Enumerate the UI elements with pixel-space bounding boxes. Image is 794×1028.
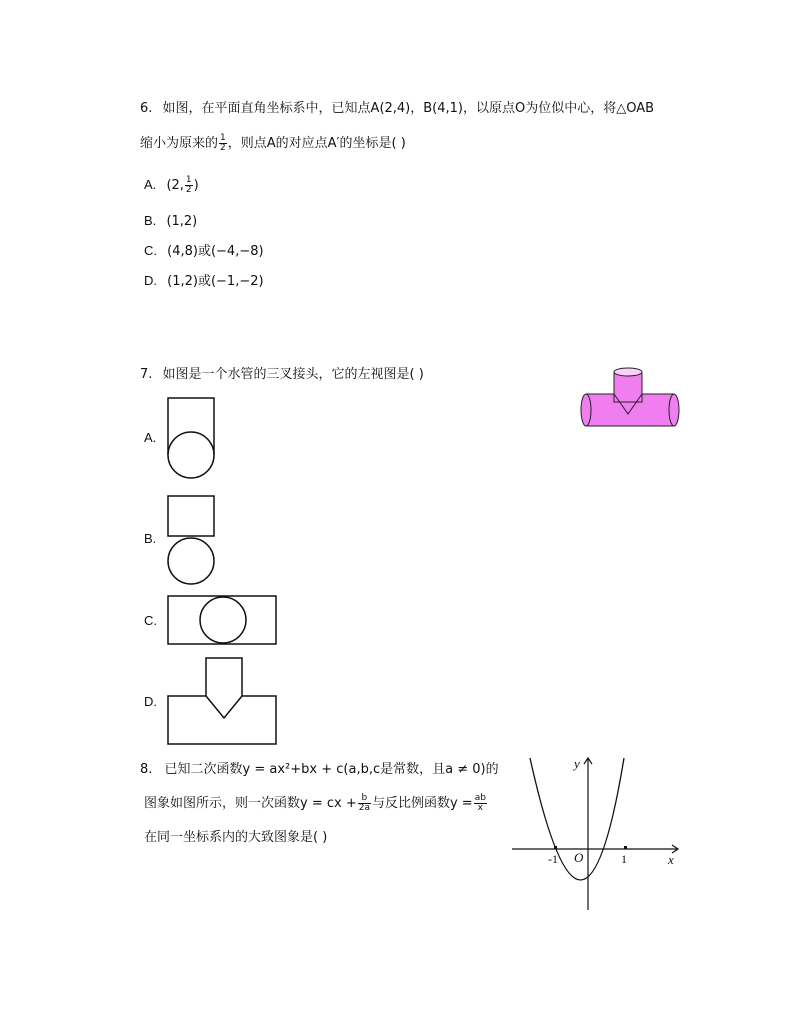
- q7-number: 7.: [140, 367, 153, 382]
- y-axis-label: y: [574, 756, 580, 771]
- q6-fraction: [219, 134, 227, 153]
- tee-junction: [206, 696, 242, 718]
- q7-option-c[interactable]: [144, 613, 157, 628]
- circle-shape: [168, 538, 214, 584]
- option-label: D.: [144, 694, 157, 709]
- q8-stem-text2-mid: 与反比例函数y =: [371, 796, 473, 811]
- option-text: (1,2)或(−1,−2): [167, 274, 264, 289]
- q7-stem: [140, 366, 424, 384]
- q8-fraction-ab-x: [474, 794, 487, 813]
- option-text-end: ): [193, 178, 199, 193]
- q8-line3: [144, 829, 327, 847]
- q7-option-a[interactable]: [144, 430, 156, 445]
- q6-option-d[interactable]: [144, 272, 264, 291]
- pipe-left-end: [581, 394, 591, 426]
- q6-option-c[interactable]: [144, 242, 264, 261]
- option-label: C.: [144, 243, 157, 258]
- q8-parabola-graph: [508, 752, 684, 918]
- option-label: B.: [144, 531, 157, 546]
- q6-stem-text: 如图，在平面直角坐标系中，已知点A(2,4)，B(4,1)，以原点O为位似中心，将△OAB: [162, 101, 655, 116]
- pipe-right-end: [669, 394, 679, 426]
- q6-line2: [140, 134, 406, 153]
- q6-option-b[interactable]: [144, 212, 197, 231]
- q6-option-a[interactable]: [144, 176, 199, 195]
- q7-option-c-figure: [166, 594, 280, 648]
- q8-number: 8.: [140, 762, 153, 777]
- q7-stem-text: 如图是一个水管的三叉接头，它的左视图是( ): [162, 367, 424, 382]
- x-axis-label: x: [668, 852, 674, 867]
- frac-denominator: x: [477, 803, 483, 813]
- tee-pipe-figure: [578, 364, 682, 430]
- q6-number: 6.: [140, 101, 153, 116]
- tick-pos1: [624, 846, 627, 849]
- option-label: D.: [144, 273, 157, 288]
- q6-stem-text2-post: ，则点A的对应点A′的坐标是( ): [227, 136, 406, 151]
- frac-denominator: 2: [220, 143, 226, 153]
- q8-stem-text3: 在同一坐标系内的大致图象是( ): [144, 830, 328, 845]
- frac-numerator: 1: [220, 133, 226, 143]
- option-label: A.: [144, 177, 157, 192]
- vertical-pipe-top: [614, 368, 642, 376]
- tee-outline: [168, 658, 276, 744]
- q6-stem-text2-pre: 缩小为原来的: [140, 136, 219, 151]
- q8-line2: [144, 794, 488, 813]
- frac-numerator: 1: [185, 175, 192, 185]
- q8-stem-text: 已知二次函数y = ax²+bx + c(a,b,c是常数，且a ≠ 0)的: [164, 762, 499, 777]
- option-fraction: [185, 176, 193, 195]
- option-text: (1,2): [166, 214, 198, 229]
- option-text: (4,8)或(−4,−8): [167, 244, 264, 259]
- q7-option-b-figure: [166, 494, 218, 586]
- origin-label: O: [574, 850, 584, 865]
- circle-shape: [168, 432, 214, 478]
- circle-shape: [200, 597, 246, 643]
- rectangle-shape: [168, 596, 276, 644]
- q8-fraction-b-2a: [358, 794, 371, 813]
- option-text: (2,: [166, 178, 184, 193]
- option-label: C.: [144, 613, 157, 628]
- tick-label-neg1: -1: [548, 852, 558, 866]
- tick-label-pos1: 1: [621, 852, 627, 866]
- option-label: A.: [144, 430, 157, 445]
- q7-option-b[interactable]: [144, 531, 156, 546]
- q8-stem-text2-pre: 图象如图所示，则一次函数y = cx +: [144, 796, 357, 811]
- frac-denominator: 2: [185, 185, 192, 195]
- frac-numerator: ab: [474, 793, 486, 803]
- frac-numerator: b: [358, 794, 371, 804]
- q7-option-a-figure: [166, 396, 218, 482]
- square-shape: [168, 496, 214, 536]
- frac-denominator: 2a: [358, 803, 370, 813]
- option-label: B.: [144, 213, 157, 228]
- q8-line1: [140, 761, 499, 779]
- q7-option-d[interactable]: [144, 694, 157, 709]
- q7-option-d-figure: [166, 656, 280, 748]
- q6-line1: [140, 100, 654, 118]
